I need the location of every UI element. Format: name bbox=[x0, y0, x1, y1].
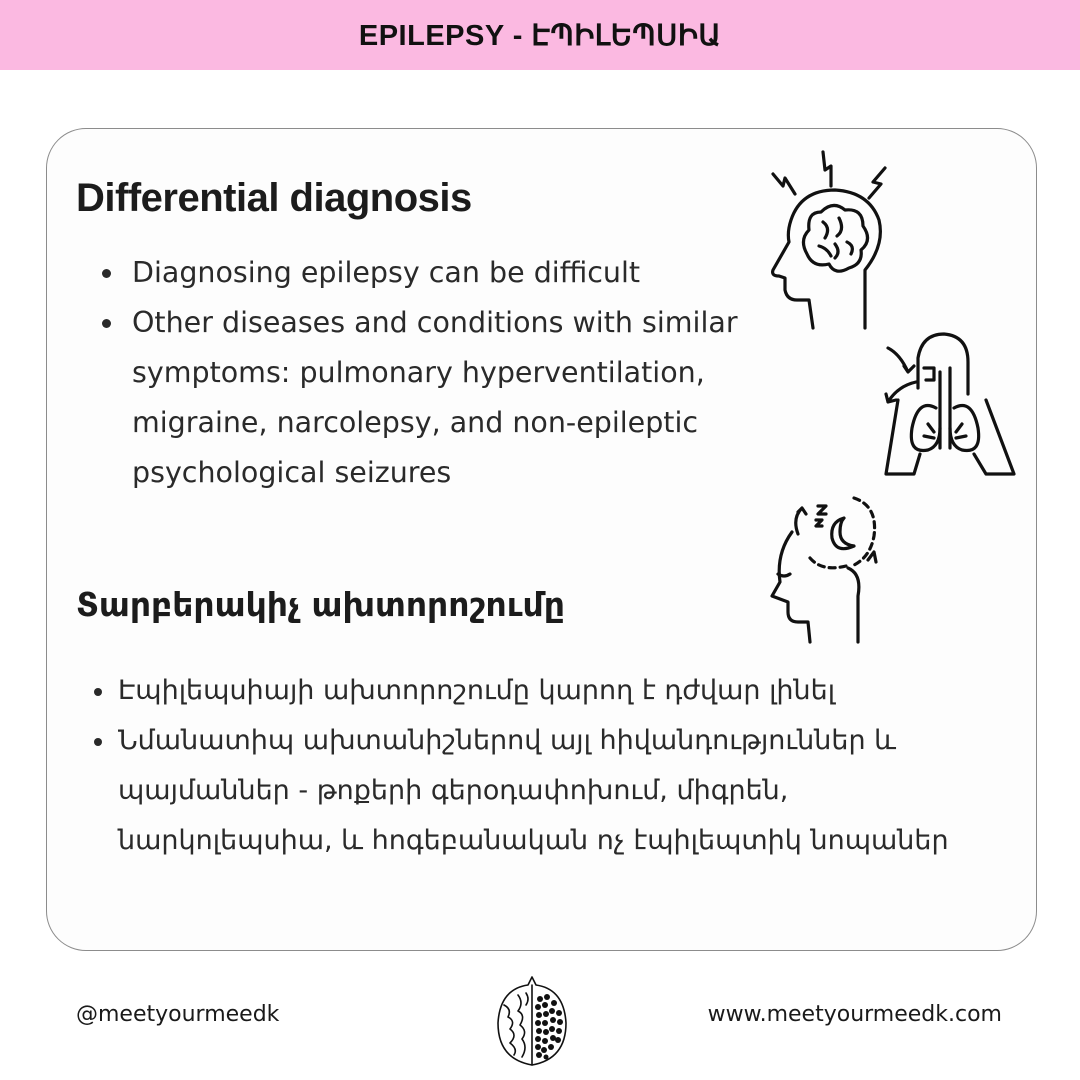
list-item: Other diseases and conditions with similar symptoms: pulmonary hyperventilation, migraine, narcolepsy, and non-epileptic psychological seizures bbox=[100, 298, 840, 498]
brain-head-icon bbox=[765, 150, 895, 335]
list-item: Diagnosing epilepsy can be difficult bbox=[100, 248, 840, 298]
brain-pomegranate-logo bbox=[492, 975, 572, 1067]
list-english bbox=[100, 248, 840, 498]
page-title: EPILEPSY - ԷՊԻԼԵՊՍԻԱ bbox=[358, 19, 722, 52]
list-item: Էպիլեպսիայի ախտորոշումը կարող է դժվար լինել bbox=[92, 666, 992, 716]
website-link[interactable]: www.meetyourmeedk.com bbox=[707, 1002, 1002, 1027]
sleeping-head-icon bbox=[758, 492, 883, 647]
list-armenian bbox=[92, 666, 992, 866]
title-banner bbox=[0, 0, 1080, 70]
list-item: Նմանատիպ ախտանիշներով այլ հիվանդություններ և պայմաններ - թոքերի գերօդափոխում, միգրեն, նարկոլեպսիա, և հոգեբանական ոչ էպիլեպտիկ նոպաներ bbox=[92, 716, 992, 866]
heading-armenian: Տարբերակիչ ախտորոշումը bbox=[76, 585, 565, 624]
lungs-breathing-icon bbox=[878, 328, 1023, 478]
social-handle[interactable]: @meetyourmeedk bbox=[76, 1002, 280, 1027]
heading-english: Differential diagnosis bbox=[76, 176, 472, 220]
